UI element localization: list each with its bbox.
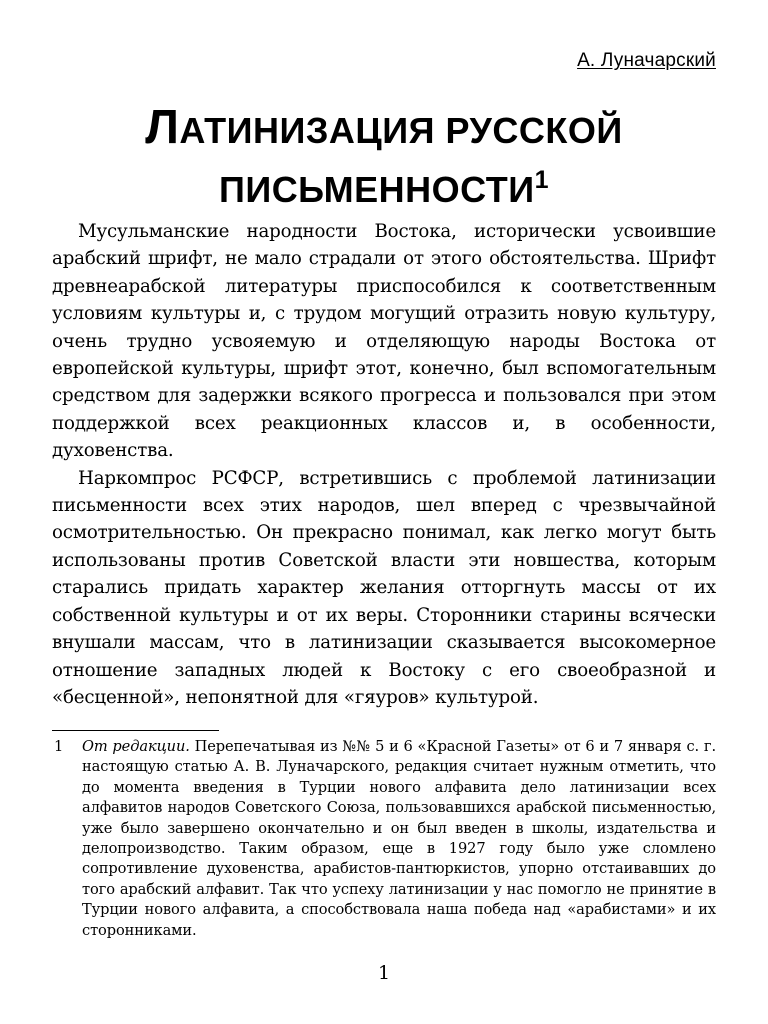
title-line-2: [52, 160, 716, 219]
title-footnote-marker: 1: [534, 166, 550, 194]
article-title: [52, 98, 716, 219]
title-line-2-text: ПИСЬМЕННОСТИ: [218, 169, 535, 210]
title-initial-cap: Л: [145, 101, 180, 154]
page-number: 1: [377, 962, 391, 984]
footnote-editor-label: От редакции.: [82, 738, 190, 755]
footnote-body: Перепечатывая из №№ 5 и 6 «Красной Газеты» от 6 и 7 января с. г. настоящую статью А. В. Луначарского, редакция считает нужным отметить, что до момента введения в Турции нового алфавита дело латинизации всех алфавитов народов Советского Союза, пользовавшихся арабской письменностью, уже было завершено окончательно и он был введен в школы, издательства и делопроизводство. Таким образом, еще в 1927 году было уже сломлено сопротивление духовенства, арабистов-пантюркистов, упорно отстаивавших до того арабский алфавит. Так что успеху латинизации у нас помогло не принятие в Турции нового алфавита, а способствовала наша победа над «арабистами» и их сторонниками.: [82, 738, 716, 939]
footnote-number: 1: [54, 738, 64, 755]
author-name: А. Луначарский: [577, 50, 716, 71]
title-line-1-text: АТИНИЗАЦИЯ РУССКОЙ: [179, 110, 623, 151]
paragraph-2: Наркомпрос РСФСР, встретившись с проблемой латинизации письменности всех этих народов, шел вперед с чрезвычайной осмотрительностью. Он прекрасно понимал, как легко могут быть использованы против Советской власти эти новшества, которым старались придать характер желания отторгнуть массы от их собственной культуры и от их веры. Сторонники старины всячески внушали массам, что в латинизации сказывается высокомерное отношение западных людей к Востоку с его своеобразной и «бесценной», непонятной для «гяуров» культурой.: [52, 467, 716, 708]
footnote: [52, 737, 716, 941]
paragraph-1: Мусульманские народности Востока, исторически усвоившие арабский шрифт, не мало страдали от этого обстоятельства. Шрифт древнеарабской литературы приспособился к соответственным условиям культуры и, с трудом могущий отразить новую культуру, очень трудно усвояемую и отделяющую народы Востока от европейской культуры, шрифт этот, конечно, был вспомогательным средством для задержки всякого прогресса и пользовался при этом поддержкой всех реакционных классов и, в особенности, духовенства.: [52, 221, 716, 462]
document-page: [52, 0, 716, 1024]
footnote-divider: [52, 730, 219, 731]
title-line-1: [52, 98, 716, 160]
footnote-text: [82, 737, 716, 941]
article-body: [52, 218, 716, 711]
